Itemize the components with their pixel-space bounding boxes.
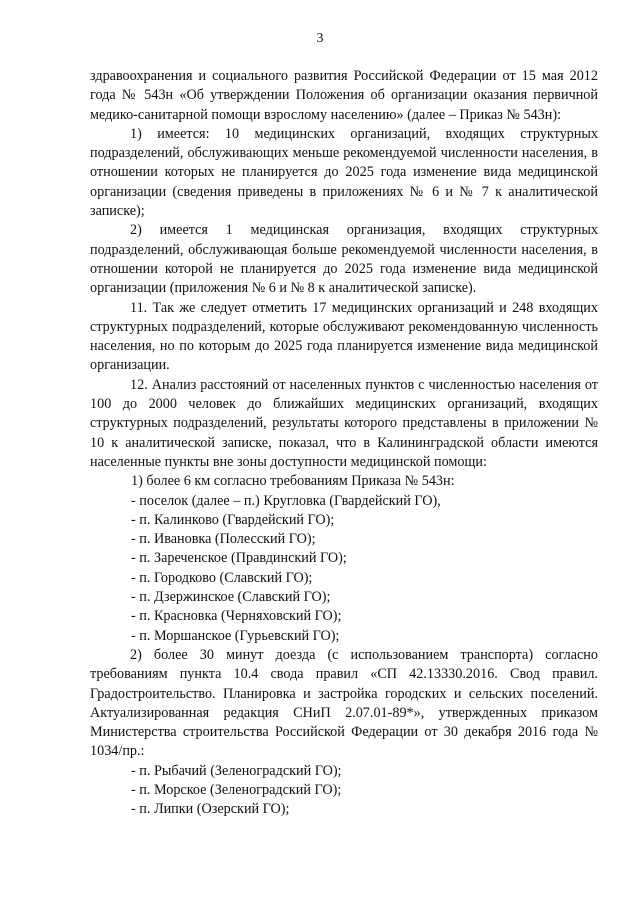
list-item: - поселок (далее – п.) Кругловка (Гвардейский ГО), bbox=[131, 492, 441, 509]
list-item: - п. Зареченское (Правдинский ГО); bbox=[131, 550, 347, 567]
list-item: - п. Красновка (Черняховский ГО); bbox=[131, 608, 342, 625]
list-item: - п. Липки (Озерский ГО); bbox=[131, 801, 290, 818]
paragraph: 1) имеется: 10 медицинских организаций, входящих структурных подразделений, обслуживающих меньше рекомендуемой численности населения, в отношении которых не планируется до 2025 года изменение вида медицинской организации (сведения приведены в приложениях № 6 и № 7 к аналитической записке); bbox=[90, 125, 598, 220]
list-item: - п. Городково (Славский ГО); bbox=[131, 569, 313, 586]
list-item: - п. Дзержинское (Славский ГО); bbox=[131, 589, 331, 606]
document-body bbox=[90, 67, 598, 820]
paragraph: 11. Так же следует отметить 17 медицинских организаций и 248 входящих структурных подразделений, которые обслуживают рекомендованную численность населения, но по которым до 2025 года планируется изменение вида медицинской организации. bbox=[90, 299, 598, 374]
paragraph: 2) более 30 минут доезда (с использованием транспорта) согласно требованиям пункта 10.4 свода правил «СП 42.13330.2016. Свод правил. Градостроительство. Планировка и застройка городских и сельских поселений. Актуализированная редакция СНиП 2.07.01-89*», утвержденных приказом Министерства строительства Российской Федерации от 30 декабря 2016 года № 1034/пр.: bbox=[90, 646, 598, 760]
page-number: 3 bbox=[316, 31, 324, 46]
paragraph: здравоохранения и социального развития Российской Федерации от 15 мая 2012 года № 543н «Об утверждении Положения об организации оказания первичной медико-санитарной помощи взрослому населению» (далее – Приказ № 543н): bbox=[90, 68, 598, 123]
list-item: - п. Рыбачий (Зеленоградский ГО); bbox=[131, 762, 342, 779]
paragraph: 12. Анализ расстояний от населенных пунктов с численностью населения от 100 до 2000 человек до ближайших медицинских организаций, входящих структурных подразделений, результаты которого представлены в приложении № 10 к аналитической записке, показал, что в Калининградской области имеются населенные пункты вне зоны доступности медицинской помощи: bbox=[90, 376, 598, 470]
paragraph: 2) имеется 1 медицинская организация, входящих структурных подразделений, обслуживающая больше рекомендуемой численности населения, в отношении которой не планируется до 2025 года изменение вида медицинской организации (приложения № 6 и № 8 к аналитической записке). bbox=[90, 222, 598, 297]
list-item: - п. Калинково (Гвардейский ГО); bbox=[131, 511, 335, 528]
list-item: - п. Морское (Зеленоградский ГО); bbox=[131, 781, 342, 798]
list-item: - п. Ивановка (Полесский ГО); bbox=[131, 531, 316, 548]
list-item: 1) более 6 км согласно требованиям Приказа № 543н: bbox=[131, 473, 455, 490]
list-item: - п. Моршанское (Гурьевский ГО); bbox=[131, 627, 340, 644]
